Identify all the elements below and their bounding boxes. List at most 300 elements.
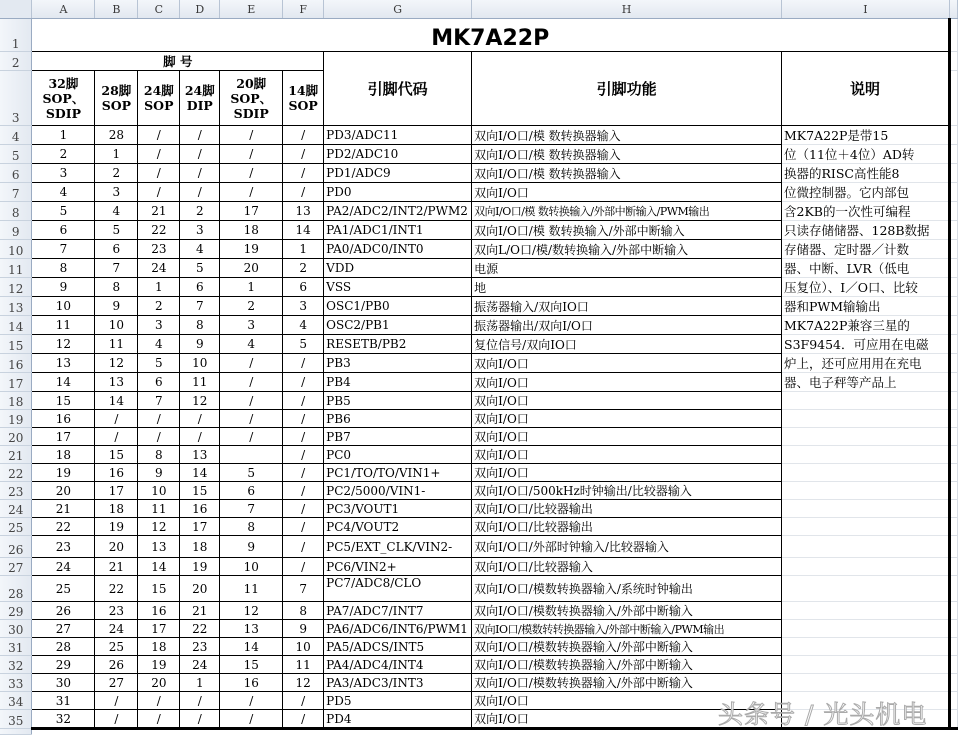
pin-function-cell[interactable]: 双向IO口/模数转转换器输入/外部中断输入/PWM输出 bbox=[472, 620, 782, 638]
pin-32-cell[interactable]: 10 bbox=[32, 297, 95, 316]
pin-code-cell[interactable]: RESETB/PB2 bbox=[324, 335, 472, 354]
row-header[interactable]: 25 bbox=[0, 518, 32, 536]
pin-32-cell[interactable]: 30 bbox=[32, 674, 95, 692]
pin-24-dip-cell[interactable]: 19 bbox=[180, 558, 220, 576]
pin-24-sop-cell[interactable]: 17 bbox=[138, 620, 180, 638]
pin-20-cell[interactable]: 9 bbox=[220, 536, 283, 558]
pin-28-cell[interactable]: 14 bbox=[95, 392, 138, 410]
pin-20-cell[interactable]: / bbox=[220, 164, 283, 183]
pin-code-cell[interactable]: PB4 bbox=[324, 373, 472, 392]
pin-14-cell[interactable]: / bbox=[283, 126, 324, 145]
description-cell[interactable]: 炉上，还可应用用在充电 bbox=[782, 354, 950, 373]
pin-function-cell[interactable]: 振荡器输入/双向IO口 bbox=[472, 297, 782, 316]
row-header[interactable]: 11 bbox=[0, 259, 32, 278]
pin-20-sop-sdip-header[interactable] bbox=[220, 71, 283, 126]
column-header-a[interactable]: A bbox=[32, 0, 95, 19]
pin-function-cell[interactable]: 双向I/O口 bbox=[472, 428, 782, 446]
pin-32-cell[interactable]: 21 bbox=[32, 500, 95, 518]
pin-24-dip-cell[interactable]: 24 bbox=[180, 656, 220, 674]
pin-24-sop-cell[interactable]: 11 bbox=[138, 500, 180, 518]
pin-32-cell[interactable]: 24 bbox=[32, 558, 95, 576]
pin-24-sop-cell[interactable]: 3 bbox=[138, 316, 180, 335]
pin-14-cell[interactable]: 6 bbox=[283, 278, 324, 297]
pin-24-sop-cell[interactable]: 6 bbox=[138, 373, 180, 392]
pin-24-dip-cell[interactable]: / bbox=[180, 164, 220, 183]
pin-24-sop-cell[interactable]: 4 bbox=[138, 335, 180, 354]
pin-32-cell[interactable]: 15 bbox=[32, 392, 95, 410]
pin-function-header[interactable]: 引脚功能 bbox=[472, 52, 782, 126]
pin-28-cell[interactable]: 19 bbox=[95, 518, 138, 536]
pin-function-cell[interactable]: 双向I/O口 bbox=[472, 183, 782, 202]
pin-24-dip-cell[interactable]: / bbox=[180, 410, 220, 428]
pin-function-cell[interactable]: 双向I/O口 bbox=[472, 392, 782, 410]
pin-20-cell[interactable]: / bbox=[220, 710, 283, 729]
pin-14-cell[interactable]: / bbox=[283, 482, 324, 500]
pin-20-cell[interactable]: 1 bbox=[220, 278, 283, 297]
row-header[interactable]: 23 bbox=[0, 482, 32, 500]
pin-function-cell[interactable]: 双向I/O口/模 数转换输入/外部中断输入/PWM输出 bbox=[472, 202, 782, 221]
pin-code-cell[interactable]: PD1/ADC9 bbox=[324, 164, 472, 183]
pin-code-cell[interactable]: PC7/ADC8/CLO bbox=[324, 576, 472, 602]
pin-code-cell[interactable]: PD5 bbox=[324, 692, 472, 710]
pin-14-cell[interactable]: 13 bbox=[283, 202, 324, 221]
pin-24-sop-cell[interactable]: / bbox=[138, 428, 180, 446]
pin-32-cell[interactable]: 13 bbox=[32, 354, 95, 373]
pin-14-cell[interactable]: 1 bbox=[283, 240, 324, 259]
pin-code-cell[interactable]: OSC1/PB0 bbox=[324, 297, 472, 316]
pin-28-cell[interactable]: 12 bbox=[95, 354, 138, 373]
pin-28-cell[interactable]: / bbox=[95, 428, 138, 446]
row-header[interactable]: 12 bbox=[0, 278, 32, 297]
pin-code-cell[interactable]: VSS bbox=[324, 278, 472, 297]
pin-28-cell[interactable]: 23 bbox=[95, 602, 138, 620]
description-cell[interactable]: 换器的RISC高性能8 bbox=[782, 164, 950, 183]
pin-32-cell[interactable]: 2 bbox=[32, 145, 95, 164]
pin-function-cell[interactable]: 双向I/O口/比较器输出 bbox=[472, 518, 782, 536]
description-cell[interactable] bbox=[782, 446, 950, 464]
pin-code-cell[interactable]: PB3 bbox=[324, 354, 472, 373]
pin-24-dip-cell[interactable]: 4 bbox=[180, 240, 220, 259]
pin-24-dip-cell[interactable]: 17 bbox=[180, 518, 220, 536]
pin-32-cell[interactable]: 31 bbox=[32, 692, 95, 710]
pin-function-cell[interactable]: 复位信号/双向IO口 bbox=[472, 335, 782, 354]
pin-24-dip-cell[interactable]: 2 bbox=[180, 202, 220, 221]
pin-24-dip-cell[interactable]: 6 bbox=[180, 278, 220, 297]
column-header-d[interactable]: D bbox=[180, 0, 220, 19]
pin-14-cell[interactable]: / bbox=[283, 692, 324, 710]
pin-24-dip-cell[interactable]: 23 bbox=[180, 638, 220, 656]
pin-24-sop-cell[interactable]: 24 bbox=[138, 259, 180, 278]
pin-24-sop-cell[interactable]: 10 bbox=[138, 482, 180, 500]
pin-28-cell[interactable]: 11 bbox=[95, 335, 138, 354]
pin-20-cell[interactable]: 16 bbox=[220, 674, 283, 692]
pin-code-cell[interactable]: PC2/5000/VIN1- bbox=[324, 482, 472, 500]
column-header-b[interactable]: B bbox=[95, 0, 138, 19]
pin-function-cell[interactable]: 双向I/O口/模 数转换输入/外部中断输入 bbox=[472, 221, 782, 240]
pin-function-cell[interactable]: 双向I/O口/模数转换器输入/外部中断输入 bbox=[472, 656, 782, 674]
description-cell[interactable]: 只读存储储器、128B数据 bbox=[782, 221, 950, 240]
pin-24-dip-cell[interactable]: 1 bbox=[180, 674, 220, 692]
pin-14-cell[interactable]: / bbox=[283, 410, 324, 428]
sheet-title[interactable]: MK7A22P bbox=[32, 19, 949, 52]
row-header[interactable]: 18 bbox=[0, 392, 32, 410]
pin-20-cell[interactable]: 12 bbox=[220, 602, 283, 620]
pin-32-cell[interactable]: 19 bbox=[32, 464, 95, 482]
pin-32-cell[interactable]: 23 bbox=[32, 536, 95, 558]
pin-14-cell[interactable]: 12 bbox=[283, 674, 324, 692]
description-cell[interactable]: 存储器、定时器／计数 bbox=[782, 240, 950, 259]
row-header[interactable]: 24 bbox=[0, 500, 32, 518]
pin-32-cell[interactable]: 25 bbox=[32, 576, 95, 602]
pin-32-cell[interactable]: 8 bbox=[32, 259, 95, 278]
pin-24-dip-cell[interactable]: 13 bbox=[180, 446, 220, 464]
row-header[interactable]: 17 bbox=[0, 373, 32, 392]
pin-28-cell[interactable]: / bbox=[95, 692, 138, 710]
pin-24-sop-cell[interactable]: / bbox=[138, 126, 180, 145]
pin-20-cell[interactable]: / bbox=[220, 183, 283, 202]
select-all-corner[interactable] bbox=[0, 0, 32, 19]
row-header[interactable]: 21 bbox=[0, 446, 32, 464]
pin-24-sop-cell[interactable]: 22 bbox=[138, 221, 180, 240]
pin-24-sop-cell[interactable]: 9 bbox=[138, 464, 180, 482]
pin-32-cell[interactable]: 28 bbox=[32, 638, 95, 656]
pin-20-cell[interactable]: 14 bbox=[220, 638, 283, 656]
pin-28-cell[interactable]: 8 bbox=[95, 278, 138, 297]
pin-28-cell[interactable]: 6 bbox=[95, 240, 138, 259]
pin-20-cell[interactable]: / bbox=[220, 126, 283, 145]
pin-28-cell[interactable]: / bbox=[95, 410, 138, 428]
description-cell[interactable] bbox=[782, 500, 950, 518]
pin-24-dip-cell[interactable]: 20 bbox=[180, 576, 220, 602]
pin-code-cell[interactable]: VDD bbox=[324, 259, 472, 278]
pin-28-cell[interactable]: 18 bbox=[95, 500, 138, 518]
pin-20-cell[interactable]: / bbox=[220, 392, 283, 410]
pin-24-sop-cell[interactable]: 7 bbox=[138, 392, 180, 410]
pin-20-cell[interactable]: / bbox=[220, 354, 283, 373]
pin-28-cell[interactable]: 4 bbox=[95, 202, 138, 221]
pin-14-cell[interactable]: / bbox=[283, 710, 324, 729]
pin-function-cell[interactable]: 双向L/O口/模/数转换输入/外部中断输入 bbox=[472, 240, 782, 259]
pin-14-cell[interactable]: 10 bbox=[283, 638, 324, 656]
pin-24-dip-cell[interactable]: 12 bbox=[180, 392, 220, 410]
row-header[interactable]: 31 bbox=[0, 638, 32, 656]
pin-function-cell[interactable]: 双向I/O口 bbox=[472, 354, 782, 373]
row-header[interactable]: 29 bbox=[0, 602, 32, 620]
row-header[interactable]: 1 bbox=[0, 19, 32, 52]
pin-28-cell[interactable]: 25 bbox=[95, 638, 138, 656]
pin-function-cell[interactable]: 双向I/O口/模数转换器输入/外部中断输入 bbox=[472, 638, 782, 656]
pin-code-cell[interactable]: PC6/VIN2+ bbox=[324, 558, 472, 576]
pin-14-cell[interactable]: 4 bbox=[283, 316, 324, 335]
pin-24-sop-cell[interactable]: 14 bbox=[138, 558, 180, 576]
pin-20-cell[interactable]: 10 bbox=[220, 558, 283, 576]
row-header[interactable]: 7 bbox=[0, 183, 32, 202]
pin-function-cell[interactable]: 双向I/O口/比较器输入 bbox=[472, 558, 782, 576]
pin-32-cell[interactable]: 17 bbox=[32, 428, 95, 446]
row-header[interactable]: 20 bbox=[0, 428, 32, 446]
description-cell[interactable]: 器、中断、LVR（低电 bbox=[782, 259, 950, 278]
pin-code-cell[interactable]: PA6/ADC6/INT6/PWM1 bbox=[324, 620, 472, 638]
pin-24-dip-cell[interactable]: 21 bbox=[180, 602, 220, 620]
pin-function-cell[interactable]: 双向I/O口/模数转换器输入/系统时钟输出 bbox=[472, 576, 782, 602]
description-cell[interactable]: 压复位）、I／O口、比较 bbox=[782, 278, 950, 297]
row-header[interactable]: 26 bbox=[0, 536, 32, 558]
column-header-h[interactable]: H bbox=[472, 0, 782, 19]
pin-32-cell[interactable]: 14 bbox=[32, 373, 95, 392]
pin-24-dip-cell[interactable]: / bbox=[180, 126, 220, 145]
pin-24-dip-cell[interactable]: / bbox=[180, 183, 220, 202]
description-cell[interactable] bbox=[782, 674, 950, 692]
column-header-c[interactable]: C bbox=[138, 0, 180, 19]
pin-20-cell[interactable]: 11 bbox=[220, 576, 283, 602]
pin-20-cell[interactable]: / bbox=[220, 410, 283, 428]
pin-24-sop-cell[interactable]: 8 bbox=[138, 446, 180, 464]
pin-14-cell[interactable]: 8 bbox=[283, 602, 324, 620]
pin-function-cell[interactable]: 双向I/O口 bbox=[472, 410, 782, 428]
pin-24-sop-cell[interactable]: 19 bbox=[138, 656, 180, 674]
pin-20-cell[interactable]: 8 bbox=[220, 518, 283, 536]
row-header[interactable]: 2 bbox=[0, 52, 32, 71]
pin-28-cell[interactable]: 2 bbox=[95, 164, 138, 183]
pin-function-cell[interactable]: 双向I/O口/模数转换器输入/外部中断输入 bbox=[472, 674, 782, 692]
row-header[interactable]: 35 bbox=[0, 710, 32, 729]
pin-code-cell[interactable]: PC3/VOUT1 bbox=[324, 500, 472, 518]
pin-14-cell[interactable]: 11 bbox=[283, 656, 324, 674]
pin-28-cell[interactable]: 9 bbox=[95, 297, 138, 316]
pin-24-sop-cell[interactable]: 5 bbox=[138, 354, 180, 373]
pin-28-cell[interactable]: 3 bbox=[95, 183, 138, 202]
pin-function-cell[interactable]: 双向I/O口 bbox=[472, 446, 782, 464]
row-header[interactable]: 19 bbox=[0, 410, 32, 428]
column-header-g[interactable]: G bbox=[324, 0, 472, 19]
row-header[interactable]: 34 bbox=[0, 692, 32, 710]
pin-32-cell[interactable]: 20 bbox=[32, 482, 95, 500]
pin-28-cell[interactable]: 7 bbox=[95, 259, 138, 278]
pin-code-cell[interactable]: PC1/TO/TO/VIN1+ bbox=[324, 464, 472, 482]
pin-24-dip-cell[interactable]: / bbox=[180, 710, 220, 729]
pin-28-cell[interactable]: 15 bbox=[95, 446, 138, 464]
description-cell[interactable] bbox=[782, 464, 950, 482]
pin-24-dip-cell[interactable]: 15 bbox=[180, 482, 220, 500]
description-cell[interactable] bbox=[782, 536, 950, 558]
pin-32-cell[interactable]: 26 bbox=[32, 602, 95, 620]
pin-28-cell[interactable]: 16 bbox=[95, 464, 138, 482]
pin-14-cell[interactable]: 2 bbox=[283, 259, 324, 278]
pin-code-cell[interactable]: PC4/VOUT2 bbox=[324, 518, 472, 536]
pin-28-cell[interactable]: 1 bbox=[95, 145, 138, 164]
pin-14-cell[interactable]: / bbox=[283, 145, 324, 164]
row-header[interactable]: 16 bbox=[0, 354, 32, 373]
pin-code-cell[interactable]: PA2/ADC2/INT2/PWM2 bbox=[324, 202, 472, 221]
pin-28-cell[interactable]: 26 bbox=[95, 656, 138, 674]
pin-28-cell[interactable]: 28 bbox=[95, 126, 138, 145]
pin-14-cell[interactable]: / bbox=[283, 500, 324, 518]
pin-28-sop-header[interactable] bbox=[95, 71, 138, 126]
description-cell[interactable] bbox=[782, 518, 950, 536]
pin-20-cell[interactable]: / bbox=[220, 145, 283, 164]
pin-function-cell[interactable]: 双向I/O口/500kHz时钟输出/比较器输入 bbox=[472, 482, 782, 500]
pin-code-header[interactable]: 引脚代码 bbox=[324, 52, 472, 126]
pin-14-cell[interactable]: / bbox=[283, 183, 324, 202]
pin-code-cell[interactable]: PB6 bbox=[324, 410, 472, 428]
column-header-f[interactable]: F bbox=[283, 0, 324, 19]
pin-14-cell[interactable]: / bbox=[283, 373, 324, 392]
pin-20-cell[interactable]: 4 bbox=[220, 335, 283, 354]
pin-24-dip-cell[interactable]: 3 bbox=[180, 221, 220, 240]
description-cell[interactable] bbox=[782, 638, 950, 656]
row-header[interactable]: 14 bbox=[0, 316, 32, 335]
pin-14-cell[interactable]: 14 bbox=[283, 221, 324, 240]
description-cell[interactable]: 位微控制器。它内部包 bbox=[782, 183, 950, 202]
pin-code-cell[interactable]: PC5/EXT_CLK/VIN2- bbox=[324, 536, 472, 558]
pin-32-cell[interactable]: 6 bbox=[32, 221, 95, 240]
pin-20-cell[interactable]: 5 bbox=[220, 464, 283, 482]
description-cell[interactable] bbox=[782, 558, 950, 576]
pin-20-cell[interactable]: / bbox=[220, 428, 283, 446]
pin-24-dip-cell[interactable]: / bbox=[180, 145, 220, 164]
pin-14-cell[interactable]: / bbox=[283, 392, 324, 410]
pin-24-dip-cell[interactable]: 10 bbox=[180, 354, 220, 373]
pin-32-cell[interactable]: 22 bbox=[32, 518, 95, 536]
row-header[interactable]: 33 bbox=[0, 674, 32, 692]
row-header[interactable]: 15 bbox=[0, 335, 32, 354]
pin-function-cell[interactable]: 双向I/O口/外部时钟输入/比较器输入 bbox=[472, 536, 782, 558]
pin-28-cell[interactable]: 20 bbox=[95, 536, 138, 558]
pin-24-sop-header[interactable] bbox=[138, 71, 180, 126]
pin-24-sop-cell[interactable]: 13 bbox=[138, 536, 180, 558]
pin-24-dip-cell[interactable]: 7 bbox=[180, 297, 220, 316]
pin-function-cell[interactable]: 地 bbox=[472, 278, 782, 297]
pin-20-cell[interactable] bbox=[220, 446, 283, 464]
pin-20-cell[interactable]: 17 bbox=[220, 202, 283, 221]
pin-function-cell[interactable]: 双向I/O口/比较器输出 bbox=[472, 500, 782, 518]
pin-code-cell[interactable]: PB5 bbox=[324, 392, 472, 410]
row-header[interactable]: 9 bbox=[0, 221, 32, 240]
pin-28-cell[interactable]: 5 bbox=[95, 221, 138, 240]
description-cell[interactable]: MK7A22P兼容三星的 bbox=[782, 316, 950, 335]
description-cell[interactable]: 器和PWM输输出 bbox=[782, 297, 950, 316]
pin-14-cell[interactable]: / bbox=[283, 428, 324, 446]
pin-32-cell[interactable]: 27 bbox=[32, 620, 95, 638]
row-header[interactable]: 30 bbox=[0, 620, 32, 638]
description-cell[interactable]: MK7A22P是带15 bbox=[782, 126, 950, 145]
pin-20-cell[interactable]: 7 bbox=[220, 500, 283, 518]
pin-14-cell[interactable]: / bbox=[283, 558, 324, 576]
pin-20-cell[interactable]: 2 bbox=[220, 297, 283, 316]
pin-function-cell[interactable]: 振荡器输出/双向I/O口 bbox=[472, 316, 782, 335]
pin-14-cell[interactable]: / bbox=[283, 446, 324, 464]
pin-24-sop-cell[interactable]: 1 bbox=[138, 278, 180, 297]
pin-function-cell[interactable]: 双向I/O口/模数转换器输入/外部中断输入 bbox=[472, 602, 782, 620]
pin-function-cell[interactable]: 双向I/O口 bbox=[472, 464, 782, 482]
pin-code-cell[interactable]: PA0/ADC0/INT0 bbox=[324, 240, 472, 259]
pin-code-cell[interactable]: PA1/ADC1/INT1 bbox=[324, 221, 472, 240]
pin-24-sop-cell[interactable]: / bbox=[138, 164, 180, 183]
description-cell[interactable] bbox=[782, 392, 950, 410]
pin-24-dip-cell[interactable]: 14 bbox=[180, 464, 220, 482]
pin-24-sop-cell[interactable]: / bbox=[138, 410, 180, 428]
description-cell[interactable] bbox=[782, 602, 950, 620]
pin-24-dip-cell[interactable]: 22 bbox=[180, 620, 220, 638]
pin-code-cell[interactable]: PD3/ADC11 bbox=[324, 126, 472, 145]
pin-24-sop-cell[interactable]: 21 bbox=[138, 202, 180, 221]
row-header[interactable]: 3 bbox=[0, 71, 32, 126]
pin-function-cell[interactable]: 双向I/O口/模 数转换器输入 bbox=[472, 126, 782, 145]
pin-28-cell[interactable]: 27 bbox=[95, 674, 138, 692]
pin-24-dip-cell[interactable]: 16 bbox=[180, 500, 220, 518]
pin-14-cell[interactable]: / bbox=[283, 536, 324, 558]
description-cell[interactable] bbox=[782, 482, 950, 500]
pin-24-dip-cell[interactable]: 8 bbox=[180, 316, 220, 335]
pin-24-dip-cell[interactable]: / bbox=[180, 692, 220, 710]
row-header[interactable]: 32 bbox=[0, 656, 32, 674]
pin-20-cell[interactable]: 15 bbox=[220, 656, 283, 674]
description-cell[interactable] bbox=[782, 428, 950, 446]
pin-24-dip-cell[interactable]: 5 bbox=[180, 259, 220, 278]
pin-28-cell[interactable]: / bbox=[95, 710, 138, 729]
pin-24-dip-cell[interactable]: / bbox=[180, 428, 220, 446]
column-header-i[interactable]: I bbox=[782, 0, 950, 19]
description-cell[interactable]: 含2KB的一次性可编程 bbox=[782, 202, 950, 221]
pin-14-sop-header[interactable] bbox=[283, 71, 324, 126]
pin-code-cell[interactable]: PA4/ADC4/INT4 bbox=[324, 656, 472, 674]
row-header[interactable]: 27 bbox=[0, 558, 32, 576]
pin-code-cell[interactable]: PD4 bbox=[324, 710, 472, 729]
pin-32-cell[interactable]: 3 bbox=[32, 164, 95, 183]
pin-number-group-header[interactable]: 脚 号 bbox=[32, 52, 324, 71]
row-header[interactable]: 28 bbox=[0, 576, 32, 602]
pin-24-sop-cell[interactable]: 15 bbox=[138, 576, 180, 602]
pin-32-cell[interactable]: 4 bbox=[32, 183, 95, 202]
pin-24-dip-header[interactable] bbox=[180, 71, 220, 126]
pin-32-cell[interactable]: 5 bbox=[32, 202, 95, 221]
pin-function-cell[interactable]: 双向I/O口 bbox=[472, 710, 782, 729]
pin-24-dip-cell[interactable]: 11 bbox=[180, 373, 220, 392]
pin-24-sop-cell[interactable]: 12 bbox=[138, 518, 180, 536]
pin-32-cell[interactable]: 32 bbox=[32, 710, 95, 729]
row-header[interactable]: 4 bbox=[0, 126, 32, 145]
pin-24-sop-cell[interactable]: / bbox=[138, 183, 180, 202]
pin-32-cell[interactable]: 18 bbox=[32, 446, 95, 464]
description-cell[interactable]: 器、电子秤等产品上 bbox=[782, 373, 950, 392]
pin-function-cell[interactable]: 双向I/O口 bbox=[472, 692, 782, 710]
pin-24-sop-cell[interactable]: 16 bbox=[138, 602, 180, 620]
pin-20-cell[interactable]: 3 bbox=[220, 316, 283, 335]
pin-code-cell[interactable]: PB7 bbox=[324, 428, 472, 446]
pin-20-cell[interactable]: 18 bbox=[220, 221, 283, 240]
pin-14-cell[interactable]: 7 bbox=[283, 576, 324, 602]
pin-32-sop-sdip-header[interactable] bbox=[32, 71, 95, 126]
pin-20-cell[interactable]: 19 bbox=[220, 240, 283, 259]
pin-14-cell[interactable]: / bbox=[283, 464, 324, 482]
pin-32-cell[interactable]: 16 bbox=[32, 410, 95, 428]
pin-32-cell[interactable]: 11 bbox=[32, 316, 95, 335]
description-cell[interactable] bbox=[782, 576, 950, 602]
description-cell[interactable]: 位（11位＋4位）AD转 bbox=[782, 145, 950, 164]
pin-28-cell[interactable]: 22 bbox=[95, 576, 138, 602]
pin-14-cell[interactable]: 3 bbox=[283, 297, 324, 316]
pin-24-sop-cell[interactable]: / bbox=[138, 692, 180, 710]
pin-24-sop-cell[interactable]: / bbox=[138, 145, 180, 164]
pin-code-cell[interactable]: PD0 bbox=[324, 183, 472, 202]
pin-24-dip-cell[interactable]: 18 bbox=[180, 536, 220, 558]
pin-28-cell[interactable]: 13 bbox=[95, 373, 138, 392]
pin-32-cell[interactable]: 12 bbox=[32, 335, 95, 354]
pin-28-cell[interactable]: 21 bbox=[95, 558, 138, 576]
pin-20-cell[interactable]: / bbox=[220, 692, 283, 710]
pin-code-cell[interactable]: PC0 bbox=[324, 446, 472, 464]
pin-24-sop-cell[interactable]: 20 bbox=[138, 674, 180, 692]
